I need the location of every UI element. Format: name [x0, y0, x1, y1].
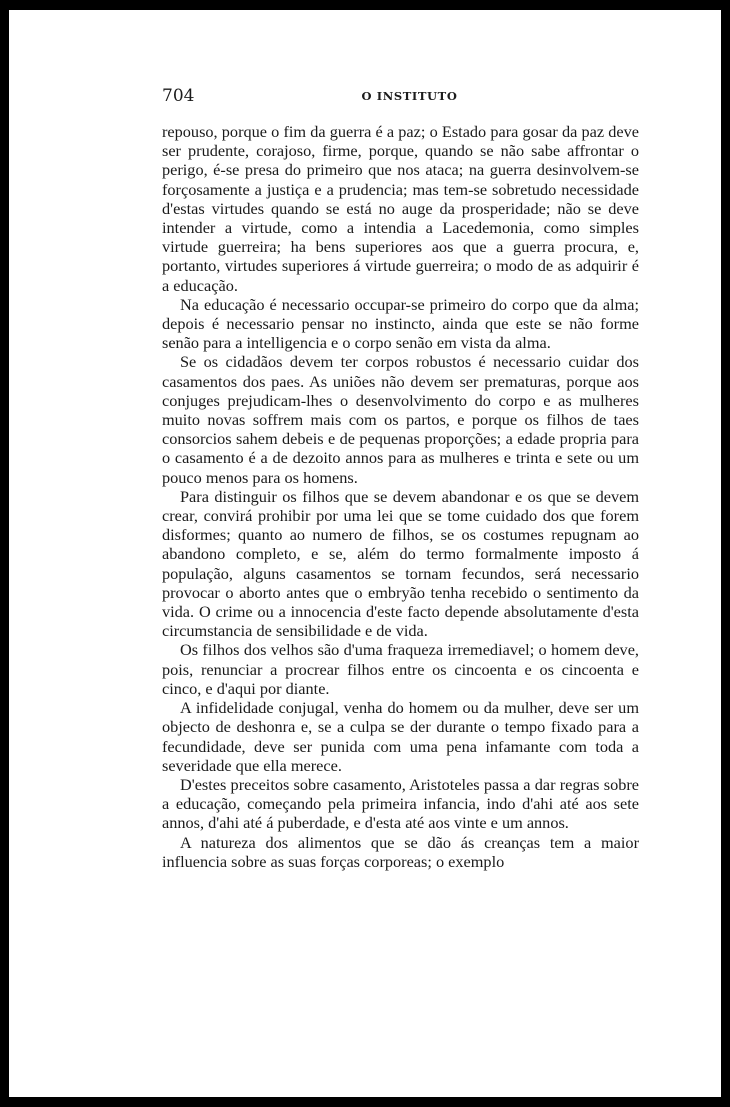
paragraph: A infidelidade conjugal, venha do homem ou da mulher, deve ser um objecto de deshonra e, se a culpa se der durante o tempo fixado para a fecundidade, deve ser punida com uma pena infamante com toda a severidade que ella merece. — [162, 698, 639, 775]
running-head: O INSTITUTO — [361, 89, 458, 103]
paragraph: D'estes preceitos sobre casamento, Aristoteles passa a dar regras sobre a educação, começando pela primeira infancia, indo d'ahi até aos sete annos, d'ahi até á puberdade, e d'esta até aos vinte e um annos. — [162, 774, 639, 833]
paragraph: Na educação é necessario occupar-se primeiro do corpo que da alma; depois é necessario pensar no instincto, ainda que este se não forme senão para a intelligencia e o corpo senão em vista da alma. — [162, 294, 639, 353]
body-text — [162, 122, 639, 871]
page-number: 704 — [162, 86, 195, 106]
paragraph: A natureza dos alimentos que se dão ás creanças tem a maior influencia sobre as suas forças corporeas; o exemplo — [162, 832, 639, 871]
paragraph: Se os cidadãos devem ter corpos robustos é necessario cuidar dos casamentos dos paes. As uniões não devem ser prematuras, porque aos conjuges prejudicam-lhes o desenvolvimento do corpo e as mulheres muito novas soffrem mais com os partos, e porque os filhos de taes consorcios sahem debeis e de pequenas proporções; a edade propria para o casamento é a de dezoito annos para as mulheres e trinta e sete ou um pouco menos para os homens. — [162, 352, 639, 487]
paragraph: Os filhos dos velhos são d'uma fraqueza irremediavel; o homem deve, pois, renunciar a procrear filhos entre os cincoenta e os cincoenta e cinco, e d'aqui por diante. — [162, 640, 639, 698]
paragraph: repouso, porque o fim da guerra é a paz; o Estado para gosar da paz deve ser prudente, corajoso, firme, porque, quando se não sabe affrontar o perigo, é-se presa do primeiro que nos ataca; na guerra desinvolvem-se forçosamente a justiça e a prudencia; mas tem-se sobretudo necessidade d'estas virtudes quando se está no auge da prosperidade; não se deve intender a virtude, como a intendia a Lacedemonia, como simples virtude guerreira; ha bens superiores aos que a guerra procura, e, portanto, virtudes superiores á virtude guerreira; o modo de as adquirir é a educação. — [162, 122, 639, 295]
page-header — [162, 86, 657, 110]
book-page — [9, 10, 721, 1097]
paragraph: Para distinguir os filhos que se devem abandonar e os que se devem crear, convirá prohibir por uma lei que se tome cuidado dos que forem disformes; quanto ao numero de filhos, se os costumes repugnam ao abandono completo, e se, além do termo formalmente imposto á população, alguns casamentos se tornam fecundos, será necessario provocar o aborto antes que o embryão tenha recebido o sentimento da vida. O crime ou a innocencia d'este facto depende absolutamente d'esta circumstancia de sensibilidade e de vida. — [162, 486, 639, 641]
